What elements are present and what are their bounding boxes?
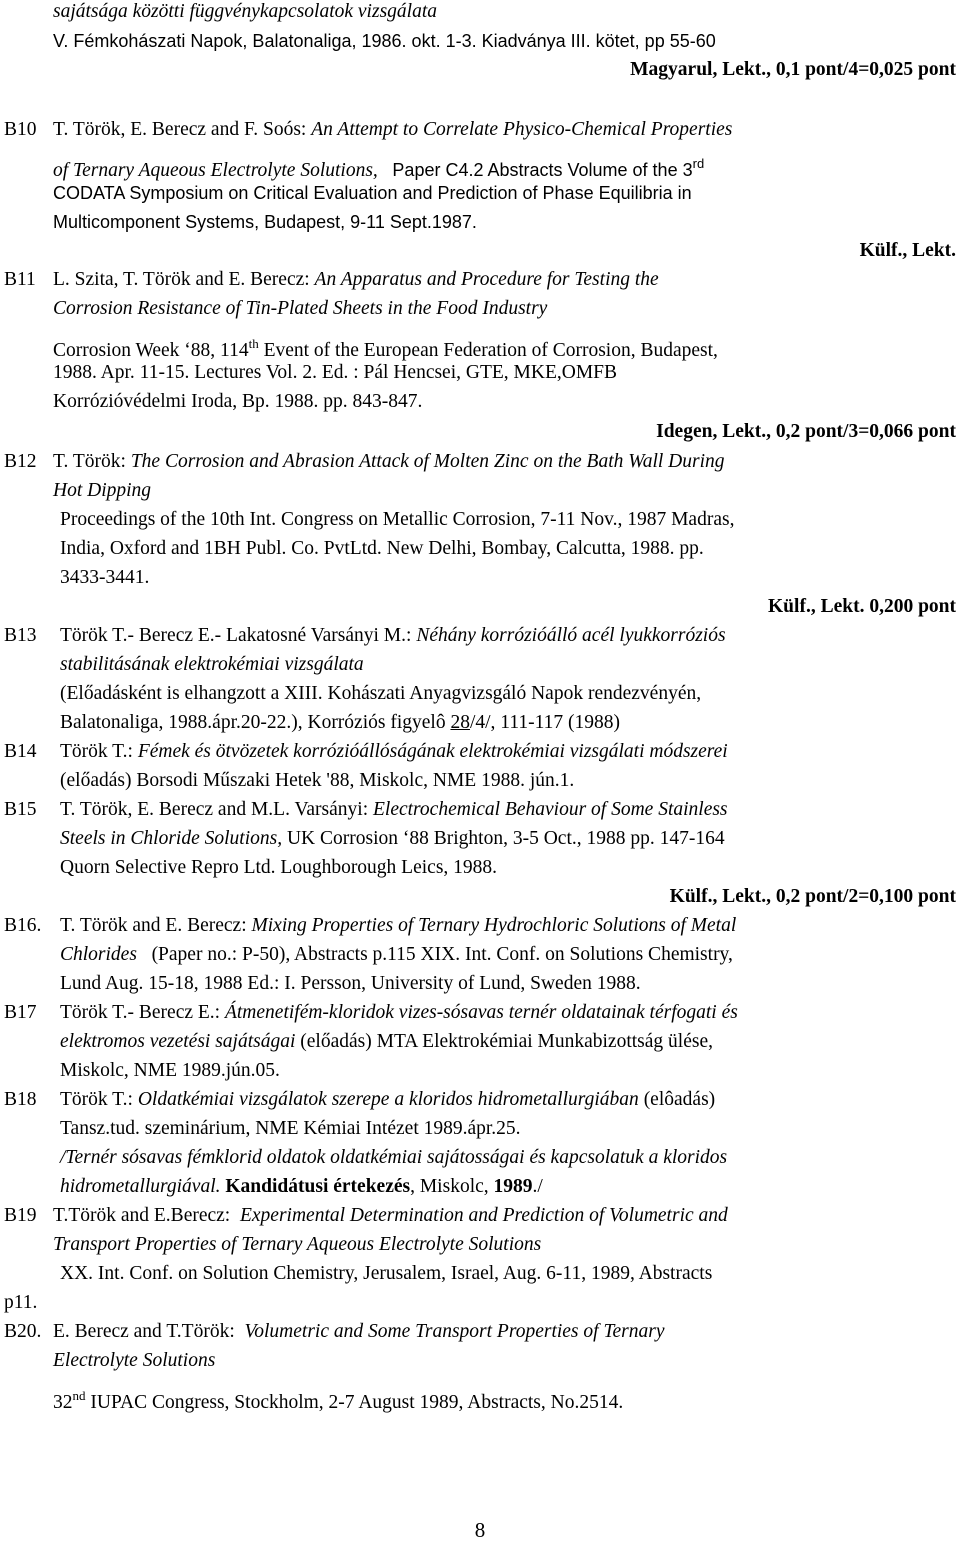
entry-line: Balatonaliga, 1988.ápr.20-22.), Korróziós figyelô 28/4/, 111-117 (1988) [60,712,620,733]
rating-line: Külf., Lekt. 0,200 pont [768,596,956,617]
entry-line: Electrolyte Solutions [53,1350,216,1371]
entry-line: Transport Properties of Ternary Aqueous Electrolyte Solutions [53,1234,542,1255]
entry-line: T. Török: The Corrosion and Abrasion Attack of Molten Zinc on the Bath Wall During [53,451,725,472]
entry-label: B13 [4,625,37,646]
entry-line: Proceedings of the 10th Int. Congress on Metallic Corrosion, 7-11 Nov., 1987 Madras, [60,509,735,530]
entry-line: Steels in Chloride Solutions, UK Corrosion ‘88 Brighton, 3-5 Oct., 1988 pp. 147-164 [60,828,725,849]
entry-label: B12 [4,451,37,472]
entry-line: Korrózióvédelmi Iroda, Bp. 1988. pp. 843-847. [53,391,423,412]
entry-label: B11 [4,269,36,290]
rating-line: Külf., Lekt., 0,2 pont/2=0,100 pont [669,886,956,907]
entry-line: India, Oxford and 1BH Publ. Co. PvtLtd. New Delhi, Bombay, Calcutta, 1988. pp. [60,538,704,559]
entry-line: hidrometallurgiával. Kandidátusi értekezés, Miskolc, 1989./ [60,1176,543,1197]
entry-label: B19 [4,1205,37,1226]
entry-line: (Előadásként is elhangzott a XIII. Kohászati Anyagvizsgáló Napok rendezvényén, [60,683,702,704]
entry-line: 3433-3441. [60,567,150,588]
rating-line: Külf., Lekt. [859,240,956,261]
entry-label: B10 [4,119,37,140]
entry-line: T. Török, E. Berecz and M.L. Varsányi: Electrochemical Behaviour of Some Stainless [60,799,728,820]
entry-line: (előadás) Borsodi Műszaki Hetek '88, Miskolc, NME 1988. jún.1. [60,770,575,791]
entry-line: Török T.- Berecz E.- Lakatosné Varsányi M.: Néhány korrózióálló acél lyukkorróziós [60,625,726,646]
page-number: 8 [474,1518,486,1542]
entry-line: p11. [4,1292,38,1313]
entry-line: Quorn Selective Repro Ltd. Loughborough Leics, 1988. [60,857,498,878]
entry-line: E. Berecz and T.Török: Volumetric and Some Transport Properties of Ternary [53,1321,665,1342]
entry-line: Corrosion Resistance of Tin-Plated Sheets in the Food Industry [53,298,548,319]
entry-label: B14 [4,741,37,762]
entry-line: T. Török, E. Berecz and F. Soós: An Attempt to Correlate Physico-Chemical Properties [53,119,733,140]
entry-line: XX. Int. Conf. on Solution Chemistry, Jerusalem, Israel, Aug. 6-11, 1989, Abstracts [60,1263,713,1284]
entry-line: Miskolc, NME 1989.jún.05. [60,1060,280,1081]
entry-line: Chlorides (Paper no.: P-50), Abstracts p.115 XIX. Int. Conf. on Solutions Chemistry, [60,944,733,965]
entry-line: 32nd IUPAC Congress, Stockholm, 2-7 August 1989, Abstracts, No.2514. [53,1388,624,1413]
entry-label: B20. [4,1321,42,1342]
entry-line: T. Török and E. Berecz: Mixing Properties of Ternary Hydrochloric Solutions of Metal [60,915,737,936]
entry-line: of Ternary Aqueous Electrolyte Solutions, Paper C4.2 Abstracts Volume of the 3rd [53,156,705,181]
entry-line: Multicomponent Systems, Budapest, 9-11 Sept.1987. [53,212,477,232]
entry-line: /Ternér sósavas fémklorid oldatok oldatkémiai sajátosságai és kapcsolatuk a kloridos [60,1147,728,1168]
entry-line: Lund Aug. 15-18, 1988 Ed.: I. Persson, University of Lund, Sweden 1988. [60,973,641,994]
entry-line: V. Fémkohászati Napok, Balatonaliga, 1986. okt. 1-3. Kiadványa III. kötet, pp 55-60 [53,31,716,51]
rating-line: Idegen, Lekt., 0,2 pont/3=0,066 pont [656,421,956,442]
entry-line: Corrosion Week ‘88, 114th Event of the European Federation of Corrosion, Budapest, [53,336,718,361]
rating-line: Magyarul, Lekt., 0,1 pont/4=0,025 pont [630,59,956,80]
entry-line: L. Szita, T. Török and E. Berecz: An Apparatus and Procedure for Testing the [53,269,659,290]
entry-line: Török T.: Oldatkémiai vizsgálatok szerepe a kloridos hidrometallurgiában (elôadás) [60,1089,716,1110]
entry-line: 1988. Apr. 11-15. Lectures Vol. 2. Ed. : Pál Hencsei, GTE, MKE,OMFB [53,362,618,383]
entry-label: B15 [4,799,37,820]
entry-line: elektromos vezetési sajátságai (előadás) MTA Elektrokémiai Munkabizottság ülése, [60,1031,713,1052]
entry-line: Tansz.tud. szeminárium, NME Kémiai Intézet 1989.ápr.25. [60,1118,521,1139]
entry-line: Hot Dipping [53,480,152,501]
entry-line: Török T.: Fémek és ötvözetek korrózióállóságának elektrokémiai vizsgálati módszerei [60,741,728,762]
entry-line: Török T.- Berecz E.: Átmenetifém-kloridok vizes-sósavas ternér oldatainak térfogati és [60,1002,738,1023]
entry-label: B16. [4,915,42,936]
entry-line: CODATA Symposium on Critical Evaluation and Prediction of Phase Equilibria in [53,183,692,203]
entry-line: sajátsága közötti függvénykapcsolatok vizsgálata [53,1,437,22]
entry-label: B18 [4,1089,37,1110]
entry-line: T.Török and E.Berecz: Experimental Determination and Prediction of Volumetric and [53,1205,728,1226]
entry-label: B17 [4,1002,37,1023]
entry-line: stabilitásának elektrokémiai vizsgálata [60,654,364,675]
